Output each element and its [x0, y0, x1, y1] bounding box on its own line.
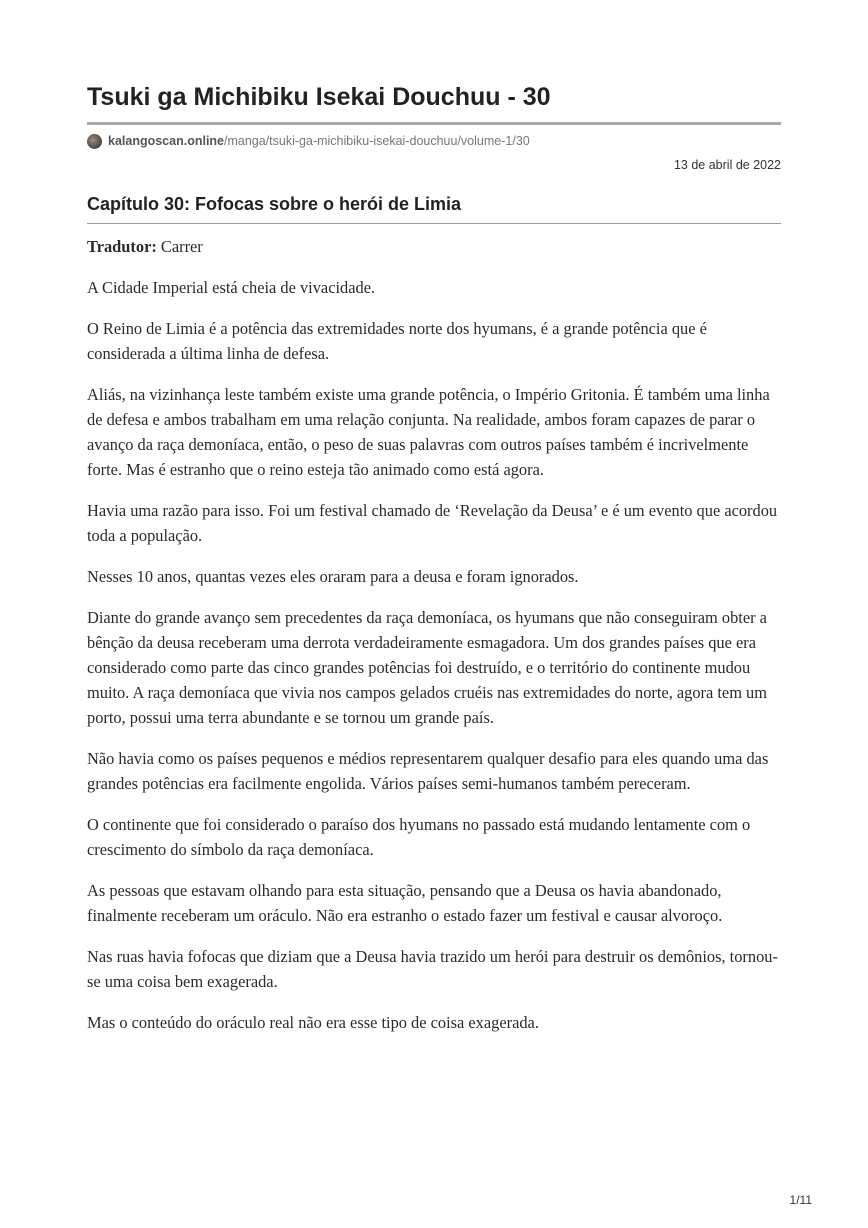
paragraph: A Cidade Imperial está cheia de vivacidade.: [87, 278, 376, 297]
paragraph: Aliás, na vizinhança leste também existe uma grande potência, o Império Gritonia. É também uma linha de defesa e ambos trabalham em uma relação conjunta. Na realidade, ambos foram capazes de parar o avanço da raça demoníaca, então, o peso de suas palavras com outros países também é incrivelmente forte. Mas é estranho que o reino esteja tão animado como está agora.: [87, 385, 770, 479]
article-body: [87, 234, 781, 1035]
translator-label: Tradutor:: [87, 237, 157, 256]
source-path: /manga/tsuki-ga-michibiku-isekai-douchuu/volume-1/30: [224, 134, 530, 148]
paragraph: Nesses 10 anos, quantas vezes eles oraram para a deusa e foram ignorados.: [87, 567, 579, 586]
site-favicon-icon: [87, 134, 102, 149]
chapter-divider: [87, 223, 781, 224]
paragraph: Nas ruas havia fofocas que diziam que a Deusa havia trazido um herói para destruir os demônios, tornou-se uma coisa bem exagerada.: [87, 947, 778, 991]
page-title: Tsuki ga Michibiku Isekai Douchuu - 30: [87, 83, 551, 111]
source-line: [87, 131, 781, 151]
article: [87, 80, 781, 1051]
paragraph: Mas o conteúdo do oráculo real não era esse tipo de coisa exagerada.: [87, 1013, 539, 1032]
paragraph: Diante do grande avanço sem precedentes da raça demoníaca, os hyumans que não conseguiram obter a bênção da deusa receberam uma derrota verdadeiramente esmagadora. Um dos grandes países que era considerado como parte das cinco grandes potências foi destruído, e o território do continente mudou muito. A raça demoníaca que vivia nos campos gelados cruéis nas extremidades do norte, agora tem um porto, possui uma terra abundante e se tornou um grande país.: [87, 608, 768, 727]
source-domain: kalangoscan.online: [108, 134, 225, 148]
paragraph: Havia uma razão para isso. Foi um festival chamado de ‘Revelação da Deusa’ e é um evento que acordou toda a população.: [87, 501, 778, 545]
page-number: 1/11: [789, 1193, 812, 1207]
paragraph: O Reino de Limia é a potência das extremidades norte dos hyumans, é a grande potência que é considerada a última linha de defesa.: [87, 319, 707, 363]
paragraph: As pessoas que estavam olhando para esta situação, pensando que a Deusa os havia abandonado, finalmente receberam um oráculo. Não era estranho o estado fazer um festival e causar alvoroço.: [87, 881, 723, 925]
translator-credit: [87, 234, 781, 259]
chapter-title: Capítulo 30: Fofocas sobre o herói de Limia: [87, 194, 462, 214]
paragraph: O continente que foi considerado o paraíso dos hyumans no passado está mudando lentamente com o crescimento do símbolo da raça demoníaca.: [87, 815, 751, 859]
source-link[interactable]: [108, 134, 530, 148]
paragraph: Não havia como os países pequenos e médios representarem qualquer desafio para eles quando uma das grandes potências era facilmente engolida. Vários países semi-humanos também pereceram.: [87, 749, 769, 793]
title-divider: [87, 122, 781, 125]
translator-name: Carrer: [156, 237, 203, 256]
publish-date: 13 de abril de 2022: [673, 158, 781, 172]
